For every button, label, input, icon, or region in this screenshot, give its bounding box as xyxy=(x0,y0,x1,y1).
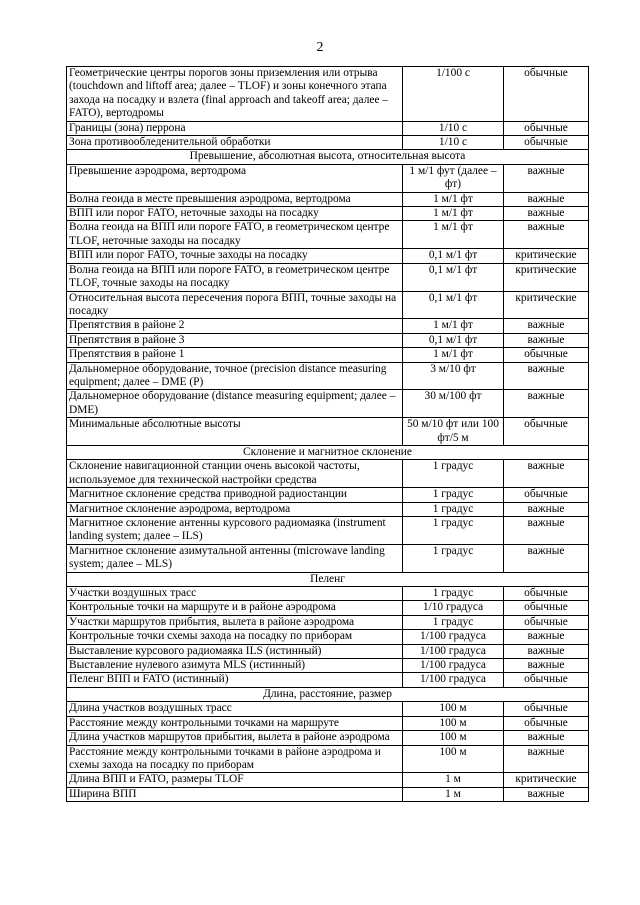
parameter-name-cell: Участки воздушных трасс xyxy=(67,587,403,601)
parameter-name-cell: Волна геоида на ВПП или пороге FATO, в геометрическом центре TLOF, неточные заходы на посадку xyxy=(67,221,403,249)
parameter-name-cell: ВПП или порог FATO, неточные заходы на посадку xyxy=(67,207,403,221)
integrity-class-cell: критические xyxy=(504,249,589,263)
parameter-name-cell: Магнитное склонение азимутальной антенны (microwave landing system; далее – MLS) xyxy=(67,544,403,572)
integrity-class-cell: обычные xyxy=(504,488,589,502)
resolution-cell: 1 градус xyxy=(403,544,504,572)
resolution-cell: 50 м/10 фт или 100 фт/5 м xyxy=(403,418,504,446)
table-row xyxy=(67,263,589,291)
integrity-class-cell: обычные xyxy=(504,716,589,730)
resolution-cell: 1/100 градуса xyxy=(403,659,504,673)
table-row xyxy=(67,502,589,516)
table-row xyxy=(67,544,589,572)
resolution-cell: 0,1 м/1 фт xyxy=(403,263,504,291)
integrity-class-cell: важные xyxy=(504,333,589,347)
parameter-name-cell: Контрольные точки схемы захода на посадку по приборам xyxy=(67,630,403,644)
parameter-name-cell: Контрольные точки на маршруте и в районе аэродрома xyxy=(67,601,403,615)
parameter-name-cell: Расстояние между контрольными точками на маршруте xyxy=(67,716,403,730)
integrity-class-cell: критические xyxy=(504,291,589,319)
resolution-cell: 1 градус xyxy=(403,502,504,516)
resolution-cell: 1 м/1 фт xyxy=(403,348,504,362)
table-row xyxy=(67,659,589,673)
table-row xyxy=(67,164,589,192)
table-row xyxy=(67,601,589,615)
table-row xyxy=(67,136,589,150)
section-header-row xyxy=(67,687,589,701)
section-title: Пеленг xyxy=(67,572,589,586)
table-row xyxy=(67,630,589,644)
parameter-name-cell: Участки маршрутов прибытия, вылета в районе аэродрома xyxy=(67,615,403,629)
resolution-cell: 1 м/1 фт xyxy=(403,319,504,333)
table-row xyxy=(67,319,589,333)
integrity-class-cell: важные xyxy=(504,390,589,418)
parameter-name-cell: Магнитное склонение аэродрома, вертодрома xyxy=(67,502,403,516)
integrity-class-cell: обычные xyxy=(504,601,589,615)
section-title: Превышение, абсолютная высота, относительная высота xyxy=(67,150,589,164)
table-row xyxy=(67,348,589,362)
parameter-name-cell: Ширина ВПП xyxy=(67,787,403,801)
table-row xyxy=(67,418,589,446)
integrity-class-cell: важные xyxy=(504,745,589,773)
resolution-cell: 1 градус xyxy=(403,615,504,629)
table-row xyxy=(67,67,589,122)
integrity-class-cell: важные xyxy=(504,517,589,545)
parameter-name-cell: Волна геоида в месте превышения аэродрома, вертодрома xyxy=(67,192,403,206)
section-title: Склонение и магнитное склонение xyxy=(67,445,589,459)
integrity-class-cell: важные xyxy=(504,192,589,206)
integrity-class-cell: важные xyxy=(504,164,589,192)
resolution-cell: 1 м/1 фт xyxy=(403,207,504,221)
parameter-name-cell: Дальномерное оборудование, точное (precision distance measuring equipment; далее – DME (P) xyxy=(67,362,403,390)
parameter-name-cell: Препятствия в районе 2 xyxy=(67,319,403,333)
integrity-class-cell: обычные xyxy=(504,587,589,601)
section-header-row xyxy=(67,150,589,164)
resolution-cell: 1 м/1 фт xyxy=(403,192,504,206)
parameter-name-cell: Пеленг ВПП и FATO (истинный) xyxy=(67,673,403,687)
table-row xyxy=(67,615,589,629)
parameter-name-cell: Выставление курсового радиомаяка ILS (истинный) xyxy=(67,644,403,658)
integrity-class-cell: обычные xyxy=(504,615,589,629)
table-row xyxy=(67,460,589,488)
parameter-name-cell: Расстояние между контрольными точками в районе аэродрома и схемы захода на посадку по приборам xyxy=(67,745,403,773)
integrity-class-cell: важные xyxy=(504,544,589,572)
table-row xyxy=(67,207,589,221)
table-row xyxy=(67,333,589,347)
resolution-cell: 3 м/10 фт xyxy=(403,362,504,390)
integrity-class-cell: обычные xyxy=(504,673,589,687)
integrity-class-cell: важные xyxy=(504,362,589,390)
table-row xyxy=(67,249,589,263)
page-number: 2 xyxy=(316,40,324,55)
table-row xyxy=(67,787,589,801)
integrity-class-cell: критические xyxy=(504,263,589,291)
integrity-class-cell: важные xyxy=(504,502,589,516)
resolution-cell: 1/10 с xyxy=(403,136,504,150)
parameter-name-cell: Препятствия в районе 3 xyxy=(67,333,403,347)
resolution-cell: 1 градус xyxy=(403,587,504,601)
parameter-name-cell: Зона противообледенительной обработки xyxy=(67,136,403,150)
resolution-cell: 1 м xyxy=(403,787,504,801)
resolution-cell: 100 м xyxy=(403,702,504,716)
table-row xyxy=(67,121,589,135)
resolution-cell: 1/100 градуса xyxy=(403,644,504,658)
table-row xyxy=(67,587,589,601)
table-row xyxy=(67,291,589,319)
table-row xyxy=(67,362,589,390)
resolution-cell: 1/100 с xyxy=(403,67,504,122)
parameter-name-cell: Препятствия в районе 1 xyxy=(67,348,403,362)
integrity-class-cell: обычные xyxy=(504,67,589,122)
integrity-class-cell: важные xyxy=(504,460,589,488)
table-row xyxy=(67,517,589,545)
parameter-name-cell: Магнитное склонение антенны курсового радиомаяка (instrument landing system; далее – ILS) xyxy=(67,517,403,545)
resolution-cell: 1 м/1 фт xyxy=(403,221,504,249)
parameter-name-cell: Относительная высота пересечения порога ВПП, точные заходы на посадку xyxy=(67,291,403,319)
resolution-cell: 100 м xyxy=(403,745,504,773)
table-row xyxy=(67,716,589,730)
resolution-cell: 1 градус xyxy=(403,460,504,488)
parameter-name-cell: Превышение аэродрома, вертодрома xyxy=(67,164,403,192)
section-title: Длина, расстояние, размер xyxy=(67,687,589,701)
table-row xyxy=(67,673,589,687)
table-row xyxy=(67,192,589,206)
integrity-class-cell: обычные xyxy=(504,348,589,362)
resolution-cell: 100 м xyxy=(403,716,504,730)
section-header-row xyxy=(67,445,589,459)
integrity-class-cell: критические xyxy=(504,773,589,787)
parameter-name-cell: Волна геоида на ВПП или пороге FATO, в геометрическом центре TLOF, точные заходы на посадку xyxy=(67,263,403,291)
resolution-cell: 0,1 м/1 фт xyxy=(403,249,504,263)
integrity-class-cell: важные xyxy=(504,630,589,644)
parameter-name-cell: Дальномерное оборудование (distance measuring equipment; далее – DME) xyxy=(67,390,403,418)
integrity-class-cell: обычные xyxy=(504,121,589,135)
table-row xyxy=(67,745,589,773)
parameter-name-cell: Длина ВПП и FATO, размеры TLOF xyxy=(67,773,403,787)
integrity-class-cell: обычные xyxy=(504,702,589,716)
resolution-cell: 30 м/100 фт xyxy=(403,390,504,418)
table-row xyxy=(67,390,589,418)
resolution-cell: 1 м xyxy=(403,773,504,787)
parameter-name-cell: Минимальные абсолютные высоты xyxy=(67,418,403,446)
resolution-cell: 100 м xyxy=(403,731,504,745)
table-row xyxy=(67,488,589,502)
resolution-cell: 1/10 градуса xyxy=(403,601,504,615)
resolution-cell: 1/10 с xyxy=(403,121,504,135)
resolution-cell: 1 градус xyxy=(403,488,504,502)
table-row xyxy=(67,221,589,249)
resolution-cell: 0,1 м/1 фт xyxy=(403,333,504,347)
parameter-name-cell: Длина участков воздушных трасс xyxy=(67,702,403,716)
integrity-class-cell: важные xyxy=(504,221,589,249)
resolution-cell: 1 градус xyxy=(403,517,504,545)
table-row xyxy=(67,702,589,716)
resolution-cell: 1/100 градуса xyxy=(403,673,504,687)
resolution-cell: 1/100 градуса xyxy=(403,630,504,644)
parameter-name-cell: Выставление нулевого азимута MLS (истинный) xyxy=(67,659,403,673)
integrity-class-cell: важные xyxy=(504,787,589,801)
resolution-cell: 1 м/1 фут (далее – фт) xyxy=(403,164,504,192)
parameter-name-cell: ВПП или порог FATO, точные заходы на посадку xyxy=(67,249,403,263)
integrity-class-cell: важные xyxy=(504,319,589,333)
parameter-name-cell: Магнитное склонение средства приводной радиостанции xyxy=(67,488,403,502)
parameter-name-cell: Границы (зона) перрона xyxy=(67,121,403,135)
table-row xyxy=(67,731,589,745)
parameter-name-cell: Склонение навигационной станции очень высокой частоты, используемое для технической настройки средства xyxy=(67,460,403,488)
parameter-name-cell: Длина участков маршрутов прибытия, вылета в районе аэродрома xyxy=(67,731,403,745)
requirements-table xyxy=(66,66,589,802)
integrity-class-cell: важные xyxy=(504,731,589,745)
section-header-row xyxy=(67,572,589,586)
parameter-name-cell: Геометрические центры порогов зоны приземления или отрыва (touchdown and liftoff area; далее – TLOF) и зоны конечного этапа захода на посадку и взлета (final approach and takeoff area; далее – FATO), вертодромы xyxy=(67,67,403,122)
integrity-class-cell: обычные xyxy=(504,418,589,446)
integrity-class-cell: важные xyxy=(504,644,589,658)
integrity-class-cell: важные xyxy=(504,207,589,221)
table-row xyxy=(67,644,589,658)
integrity-class-cell: важные xyxy=(504,659,589,673)
table-row xyxy=(67,773,589,787)
resolution-cell: 0,1 м/1 фт xyxy=(403,291,504,319)
integrity-class-cell: обычные xyxy=(504,136,589,150)
